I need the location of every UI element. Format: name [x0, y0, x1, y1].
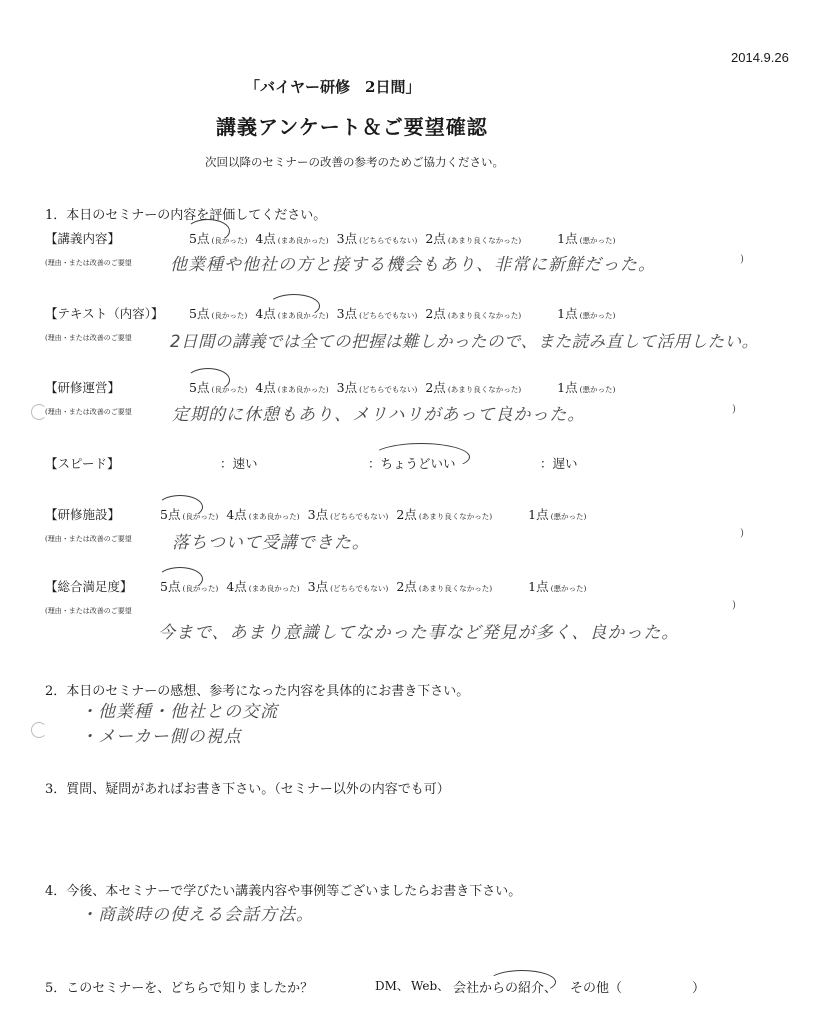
- rating-option-5[interactable]: 5点 (良かった): [160, 507, 219, 522]
- source-option-web[interactable]: Web、: [411, 979, 450, 993]
- speed-option-slow[interactable]: ：遅い: [540, 456, 578, 471]
- answer-overall[interactable]: 今まで、あまり意識してなかった事など発見が多く、良かった。: [158, 623, 680, 643]
- question-2: 2．本日のセミナーの感想、参考になった内容を具体的にお書き下さい。: [45, 684, 470, 699]
- section-label-speed: 【スピード】: [45, 456, 120, 471]
- page-subtitle: 次回以降のセミナーの改善の参考のためご協力ください。: [205, 155, 504, 169]
- selection-circle-mark: [186, 368, 230, 392]
- answer-operation[interactable]: 定期的に休憩もあり、メリハリがあって良かった。: [172, 405, 586, 425]
- section-label-facility: 【研修施設】: [45, 507, 121, 522]
- section-label-operation: 【研修運営】: [45, 380, 121, 395]
- rating-option-1[interactable]: 1点 (悪かった): [528, 507, 587, 522]
- question-5: 5．このセミナーを、どちらで知りましたか？: [45, 981, 314, 996]
- rating-option-2[interactable]: 2点 (あまり良くなかった): [396, 579, 493, 594]
- rating-row-overall: [160, 577, 594, 595]
- close-paren: ): [740, 528, 744, 539]
- rating-option-3[interactable]: 3点 (どちらでもない): [336, 231, 418, 246]
- selection-circle-mark: [186, 219, 230, 243]
- survey-date: 2014.9.26: [731, 50, 789, 65]
- rating-option-4[interactable]: 4点 (まあ良かった): [255, 306, 329, 321]
- selection-circle-mark: [372, 443, 470, 471]
- section-label-overall: 【総合満足度】: [45, 579, 133, 594]
- source-option-other[interactable]: その他（: [570, 981, 623, 996]
- rating-row-operation: [189, 378, 623, 396]
- question-4: 4．今後、本セミナーで学びたい講義内容や事例等ございましたらお書き下さい。: [45, 884, 522, 899]
- rating-option-1[interactable]: 1点 (悪かった): [557, 380, 616, 395]
- reason-label: (理由・または改善のご要望: [45, 334, 132, 342]
- rating-row-text: [189, 304, 623, 322]
- question-3: 3．質問、疑問があればお書き下さい。（セミナー以外の内容でも可）: [45, 782, 450, 797]
- rating-row-lecture: [189, 229, 623, 247]
- source-other-close-paren: ）: [692, 981, 706, 996]
- reason-label: (理由・または改善のご要望: [45, 259, 132, 267]
- rating-option-2[interactable]: 2点 (あまり良くなかった): [425, 380, 522, 395]
- close-paren: ): [740, 254, 744, 265]
- rating-option-4[interactable]: 4点 (まあ良かった): [255, 380, 329, 395]
- rating-option-3[interactable]: 3点 (どちらでもない): [336, 380, 418, 395]
- course-title: 「バイヤー研修 2日間」: [245, 78, 421, 96]
- answer-text[interactable]: 2日間の講義では全ての把握は難しかったので、また読み直して活用したい。: [170, 332, 759, 351]
- page-title: 講義アンケート＆ご要望確認: [216, 115, 488, 139]
- selection-circle-mark: [157, 567, 203, 591]
- reason-label: (理由・または改善のご要望: [45, 607, 132, 615]
- rating-option-4[interactable]: 4点 (まあ良かった): [226, 579, 300, 594]
- section-label-text: 【テキスト（内容）】: [45, 306, 164, 321]
- speed-option-just-right[interactable]: ：ちょうどいい: [368, 456, 456, 471]
- selection-circle-mark: [268, 294, 320, 318]
- rating-option-1[interactable]: 1点 (悪かった): [557, 306, 616, 321]
- close-paren: ): [732, 404, 736, 415]
- rating-option-5[interactable]: 5点 (良かった): [189, 380, 248, 395]
- answer-facility[interactable]: 落ちついて受講できた。: [172, 533, 370, 553]
- rating-option-4[interactable]: 4点 (まあ良かった): [255, 231, 329, 246]
- rating-option-5[interactable]: 5点 (良かった): [189, 231, 248, 246]
- answer-q2-line1[interactable]: ・他業種・他社との交流: [80, 702, 278, 722]
- answer-lecture[interactable]: 他業種や他社の方と接する機会もあり、非常に新鮮だった。: [170, 255, 656, 275]
- selection-circle-mark: [157, 495, 203, 519]
- section-label-lecture: 【講義内容】: [45, 231, 121, 246]
- rating-option-5[interactable]: 5点 (良かった): [189, 306, 248, 321]
- rating-option-3[interactable]: 3点 (どちらでもない): [307, 507, 389, 522]
- rating-option-3[interactable]: 3点 (どちらでもない): [307, 579, 389, 594]
- rating-option-4[interactable]: 4点 (まあ良かった): [226, 507, 300, 522]
- source-option-dm[interactable]: DM、: [375, 979, 409, 993]
- rating-option-5[interactable]: 5点 (良かった): [160, 579, 219, 594]
- hole-punch-mark: [31, 722, 47, 738]
- source-option-company-referral[interactable]: 会社からの紹介、: [453, 981, 558, 996]
- rating-row-facility: [160, 505, 594, 523]
- rating-option-3[interactable]: 3点 (どちらでもない): [336, 306, 418, 321]
- question-1: 1．本日のセミナーの内容を評価してください。: [45, 208, 327, 223]
- rating-option-1[interactable]: 1点 (悪かった): [528, 579, 587, 594]
- reason-label: (理由・または改善のご要望: [45, 408, 132, 416]
- rating-option-2[interactable]: 2点 (あまり良くなかった): [396, 507, 493, 522]
- close-paren: ): [732, 600, 736, 611]
- answer-q2-line2[interactable]: ・メーカー側の視点: [80, 727, 242, 747]
- reason-label: (理由・または改善のご要望: [45, 535, 132, 543]
- selection-circle-mark: [488, 970, 556, 994]
- rating-option-2[interactable]: 2点 (あまり良くなかった): [425, 231, 522, 246]
- rating-option-2[interactable]: 2点 (あまり良くなかった): [425, 306, 522, 321]
- answer-q4[interactable]: ・商談時の使える会話方法。: [80, 905, 314, 925]
- rating-option-1[interactable]: 1点 (悪かった): [557, 231, 616, 246]
- speed-option-fast[interactable]: ：速い: [220, 456, 258, 471]
